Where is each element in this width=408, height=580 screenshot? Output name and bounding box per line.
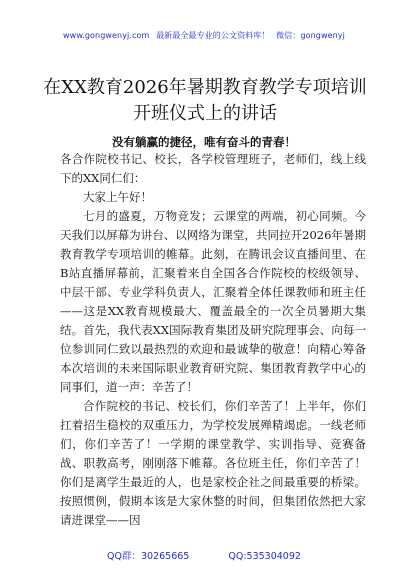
body-paragraph: 七月的盛夏，万物竞发；云课堂的两端，初心同频。今天我们以屏幕为讲台、以网络为课堂，共同拉开2026年暑期教育教学专项培训的帷幕。此刻，在腾讯会议直播间里、在B站直播屏幕前，汇聚着来自全国各合作院校的校级领导、中层干部、专业学科负责人，汇聚着全体任课教师和班主任——这是XX教育规模最大、覆盖最全的一次全员暑期大集结。首先，我代表XX国际教育集团及研究院理事会、向每一位参训同仁致以最热烈的欢迎和最诚挚的敬意！向精心筹备本次培训的未来国际职业教育研究院、集团教育教学中心的同事们，道一声：辛苦了！ [60,209,366,394]
site-slogan: 最新最全最专业的公文资料库！ [156,31,270,40]
qq-group: QQ群：30265665 [107,551,190,562]
site-wechat: 微信：gongwenyj [276,31,345,40]
site-url[interactable]: www.gongwenyj.com [63,31,150,40]
document-body [60,150,366,530]
greeting-paragraph: 大家上午好！ [83,190,152,204]
qq-contact: QQ:535304092 [228,551,301,562]
document-subtitle: 没有躺赢的捷径，唯有奋斗的青春！ [112,135,296,149]
site-footer [0,548,408,562]
site-header [0,30,408,41]
body-paragraph: 合作院校的书记、校长们，你们辛苦了！上半年，你们扛着招生稳校的双重压力，为学校发展殚精竭虑。一线老师们，你们辛苦了！一学期的课堂教学、实训指导、竞赛备战、职教高考，刚刚落下帷幕。各位班主任，你们辛苦了！你们是离学生最近的人，也是家校企社之间最重要的桥梁。按照惯例，假期本该是大家休整的时间，但集团依然把大家请进课堂——因 [60,399,366,527]
salutation-paragraph: 各合作院校书记、校长，各学校管理班子，老师们，线上线下的XX同仁们： [60,152,366,185]
document-title: 在XX教育2026年暑期教育教学专项培训开班仪式上的讲话 [43,77,367,124]
